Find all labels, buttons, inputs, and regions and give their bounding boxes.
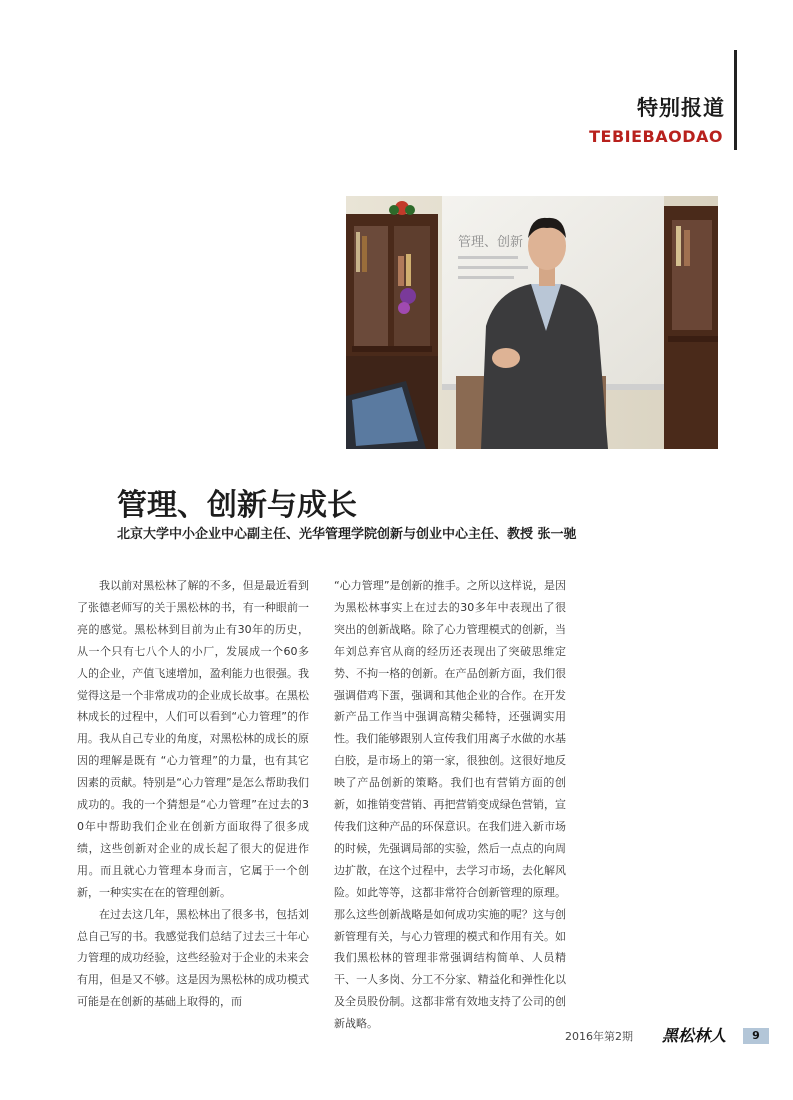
article-title: 管理、创新与成长 <box>117 488 357 523</box>
section-title: 特别报道 <box>637 96 725 120</box>
article-column-right <box>334 575 566 1035</box>
paragraph: 在过去这几年，黑松林出了很多书，包括刘总自己写的书。我感觉我们总结了过去三十年心力管理的成功经验，这些经验对于企业的未来会有用，但是又不够。这是因为黑松林的成功模式可能是在创新的基础上取得的，而 <box>77 907 309 1009</box>
page-number: 9 <box>743 1028 769 1044</box>
magazine-logo: 黑松林人 <box>662 1026 727 1045</box>
paragraph: 我以前对黑松林了解的不多，但是最近看到了张德老师写的关于黑松林的书，有一种眼前一亮的感觉。黑松林到目前为止有30年的历史，从一个只有七八个人的小厂，发展成一个60多人的企业，产值飞速增加，盈利能力也很强。我觉得这是一个非常成功的企业成长故事。在黑松林成长的过程中，人们可以看到“心力管理”的作用。我从自己专业的角度，对黑松林的成长的原因的理解是既有 “心力管理”的力量，也有其它因素的贡献。特别是“心力管理”是怎么帮助我们成功的。我的一个猜想是“心力管理”在过去的30年中帮助我们企业在创新方面取得了很多成绩，这些创新对企业的成长起了很大的促进作用。而且就心力管理本身而言，它属于一个创新，一种实实在在的管理创新。 <box>77 579 309 899</box>
slide-title: 管理、创新 <box>458 235 524 250</box>
article-photo <box>346 196 718 449</box>
header-divider <box>734 50 737 150</box>
article-column-left <box>77 575 309 1013</box>
issue-label: 2016年第2期 <box>565 1030 633 1043</box>
page-footer <box>565 1028 773 1044</box>
author-byline: 北京大学中小企业中心副主任、光华管理学院创新与创业中心主任、教授 张一驰 <box>117 527 577 542</box>
section-title-pinyin: TEBIEBAODAO <box>589 127 723 146</box>
paragraph: “心力管理”是创新的推手。之所以这样说，是因为黑松林事实上在过去的30多年中表现出了很突出的创新战略。除了心力管理模式的创新，当年刘总弃官从商的经历还表现出了突破思维定势、不拘一格的创新。在产品创新方面，我们很强调借鸡下蛋，强调和其他企业的合作。在开发新产品工作当中强调高精尖稀特，还强调实用性。我们能够跟别人宣传我们用离子水做的水基白胶，是市场上的第一家，很独创。这很好地反映了产品创新的策略。我们也有营销方面的创新，如推销变营销、再把营销变成绿色营销，宣传我们这种产品的环保意识。在我们进入新市场的时候，先强调局部的实验，然后一点点的向周边扩散，在这个过程中，去学习市场，去化解风险。如此等等，这都非常符合创新管理的原理。那么这些创新战略是如何成功实施的呢？这与创新管理有关，与心力管理的模式和作用有关。如我们黑松林的管理非常强调结构简单、人员精干、一人多岗、分工不分家、精益化和弹性化以及全员股份制。这都非常有效地支持了公司的创新战略。 <box>334 579 566 1031</box>
